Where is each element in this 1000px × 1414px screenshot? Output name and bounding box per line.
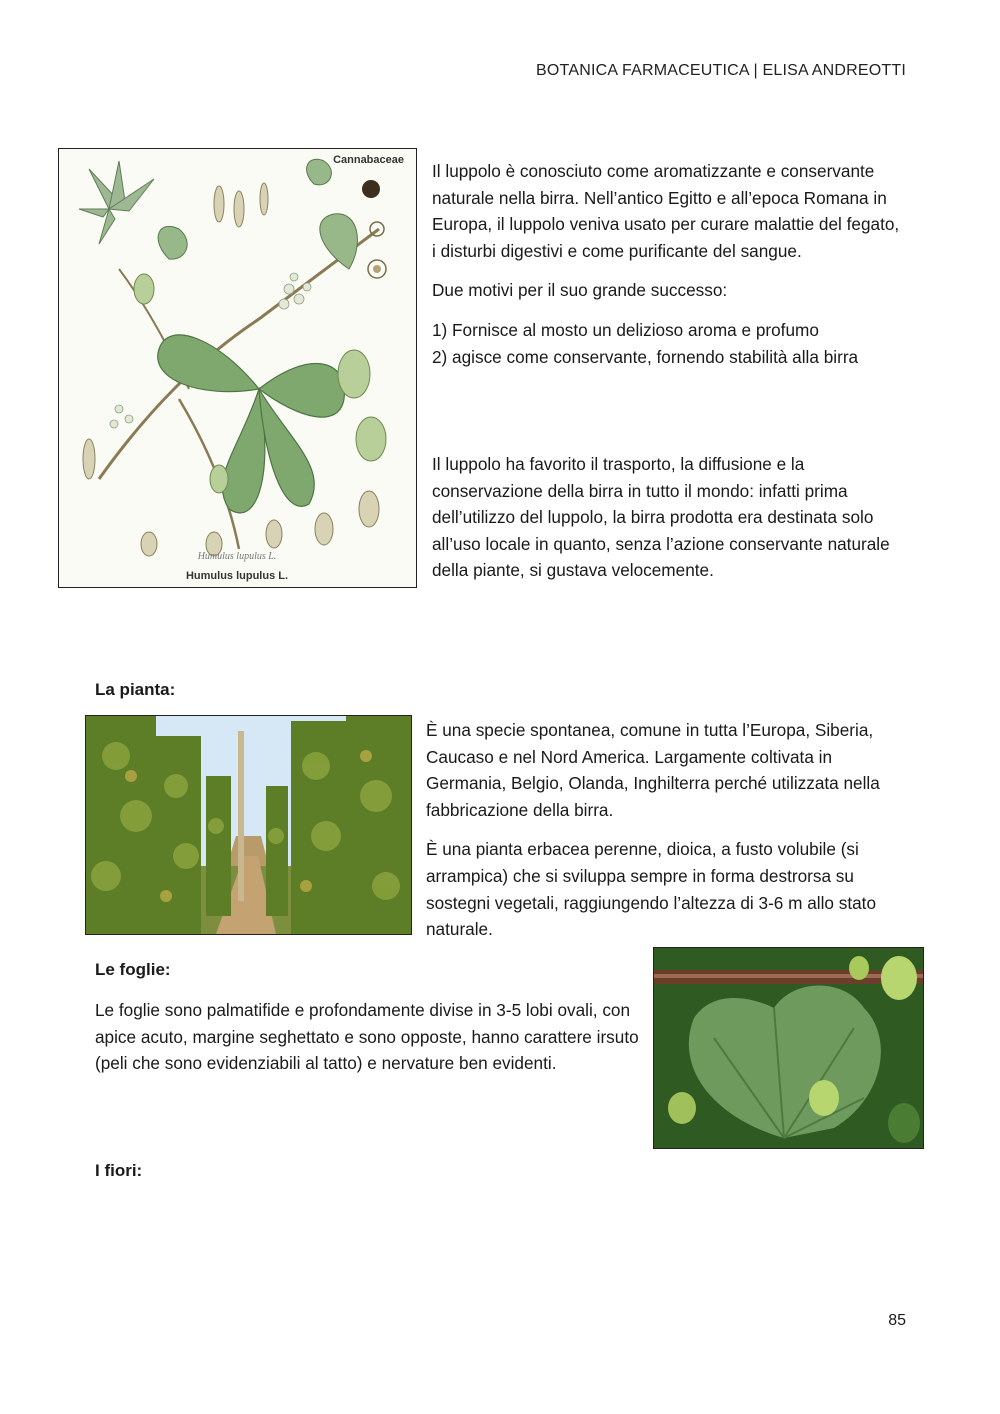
hop-leaf-image — [654, 948, 923, 1148]
intro-paragraph-2: Due motivi per il suo grande successo: — [432, 280, 728, 301]
handwritten-caption: Humulus lupulus L. — [197, 551, 277, 562]
heading-la-pianta: La pianta: — [95, 680, 176, 699]
heading-i-fiori: I fiori: — [95, 1161, 143, 1180]
page-number: 85 — [888, 1312, 906, 1329]
pianta-paragraph-1: È una specie spontanea, comune in tutta l’Europa, Siberia, Caucaso e nel Nord America. Largamente coltivata in Germania, Belgio, Olanda, Inghilterra perché utilizzata nella fabbricazione della birra. — [426, 720, 880, 820]
hop-leaf-photo — [653, 947, 924, 1149]
intro-paragraph-3: Il luppolo ha favorito il trasporto, la diffusione e la conservazione della birra in tutto il mondo: infatti prima dell’utilizzo del luppolo, la birra prodotta era destinata solo all’uso locale in quanto, senza l’azione conservante naturale della piante, si gustava velocemente. — [432, 454, 890, 581]
foglie-paragraph-1: Le foglie sono palmatifide e profondamente divise in 3-5 lobi ovali, con apice acuto, margine seghettato e sono opposte, hanno carattere irsuto (peli che sono evidenziabili al tatto) e nervature ben evidenti. — [95, 1000, 639, 1074]
success-reasons-list — [432, 317, 902, 370]
list-item: 2) agisce come conservante, fornendo stabilità alla birra — [432, 346, 859, 367]
species-caption: Humulus lupulus L. — [185, 570, 289, 582]
intro-text — [432, 158, 902, 370]
intro-paragraph-1: Il luppolo è conosciuto come aromatizzante e conservante naturale nella birra. Nell’antico Egitto e all’epoca Romana in Europa, il luppolo veniva usato per curare malattie del fegato, i disturbi digestivi e come purificante del sangue. — [432, 161, 900, 261]
running-header: BOTANICA FARMACEUTICA | ELISA ANDREOTTI — [536, 62, 906, 79]
heading-le-foglie: Le foglie: — [95, 960, 171, 979]
family-caption: Cannabaceae — [333, 154, 404, 166]
hop-field-image — [86, 716, 411, 934]
pianta-paragraph-2: È una pianta erbacea perenne, dioica, a fusto volubile (si arrampica) che si sviluppa sempre in forma destrorsa su sostegni vegetali, raggiungendo l’altezza di 3-6 m allo stato naturale. — [426, 839, 877, 940]
hop-field-photo — [85, 715, 412, 935]
hop-plant-drawing — [59, 149, 416, 587]
botanical-illustration — [58, 148, 417, 588]
list-item: 1) Fornisce al mosto un delizioso aroma e profumo — [432, 319, 819, 340]
pianta-text — [426, 717, 906, 943]
